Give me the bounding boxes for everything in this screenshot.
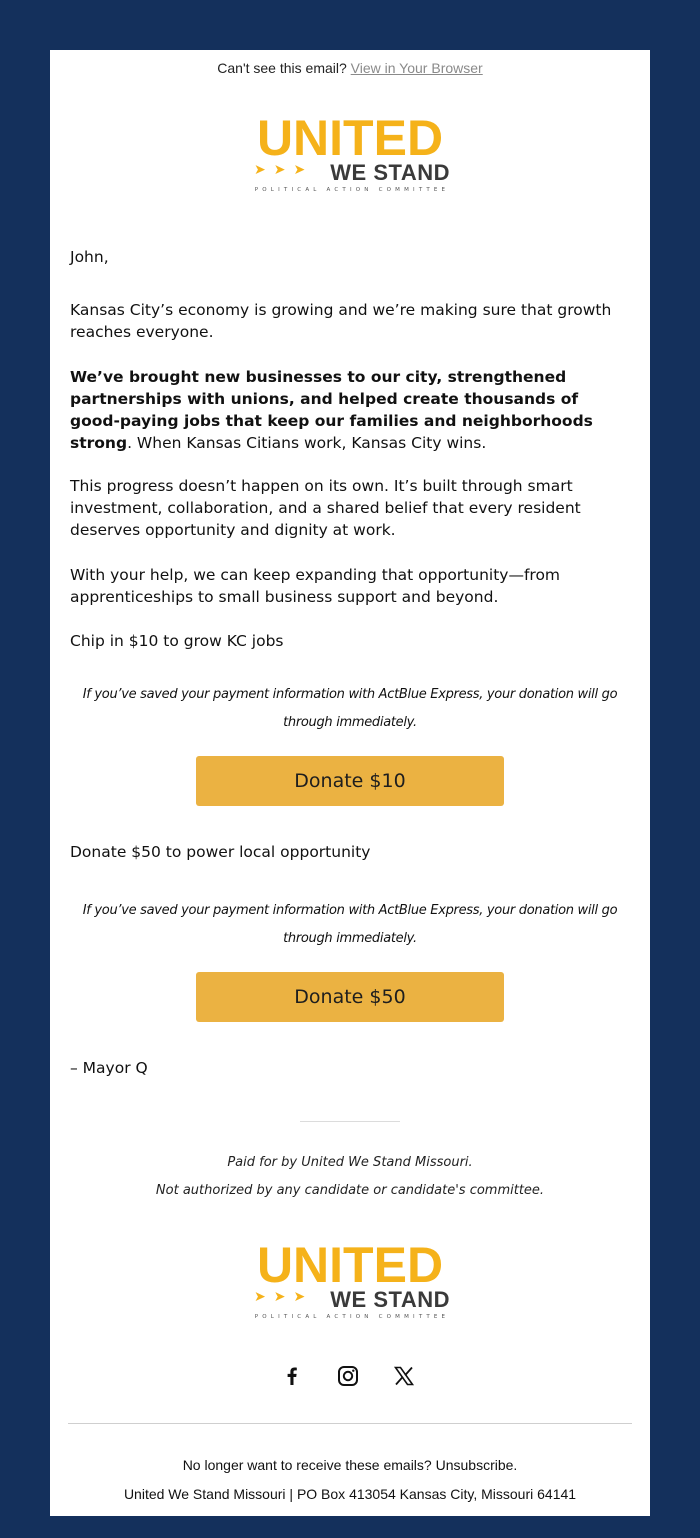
donate-50-button[interactable]: Donate $50: [196, 972, 504, 1022]
ask-50: Donate $50 to power local opportunity: [70, 843, 371, 861]
paragraph-2: [70, 366, 630, 454]
greeting: John,: [70, 248, 109, 266]
logo-united-text: UNITED: [256, 110, 444, 166]
paragraph-2-rest: . When Kansas Citians work, Kansas City wins.: [127, 434, 487, 452]
address-text: United We Stand Missouri | PO Box 413054 Kansas City, Missouri 64141: [123, 1486, 577, 1502]
unsubscribe-text[interactable]: No longer want to receive these emails? Unsubscribe.: [182, 1457, 518, 1473]
paragraph-4: With your help, we can keep expanding that opportunity—from apprenticeships to small business support and beyond.: [70, 566, 561, 606]
donate-10-button[interactable]: Donate $10: [196, 756, 504, 806]
preheader: [50, 60, 650, 76]
logo-pac-text: POLITICAL ACTION COMMITTEE: [254, 187, 450, 193]
divider-long: [68, 1423, 632, 1424]
divider-short: [300, 1121, 400, 1122]
logo-pac-text: POLITICAL ACTION COMMITTEE: [254, 1314, 450, 1320]
paragraph-3: This progress doesn’t happen on its own. It’s built through smart investment, collaboration, and a shared belief that every resident deserves opportunity and dignity at work.: [70, 477, 581, 539]
email-card: [50, 50, 650, 1516]
footer-logo[interactable]: [250, 1237, 450, 1329]
instagram-icon[interactable]: [336, 1364, 360, 1388]
logo-arrows-icon: ➤➤➤: [254, 162, 314, 178]
logo-we-stand-text: WE STAND: [330, 160, 450, 185]
paid-for-text: Paid for by United We Stand Missouri.: [227, 1155, 473, 1170]
logo-we-stand-text: WE STAND: [330, 1287, 450, 1312]
logo-arrows-icon: ➤➤➤: [254, 1289, 314, 1305]
view-in-browser-link[interactable]: View in Your Browser: [350, 60, 483, 76]
x-icon[interactable]: [392, 1364, 416, 1388]
signature: – Mayor Q: [70, 1059, 148, 1077]
ask-10: Chip in $10 to grow KC jobs: [70, 632, 284, 650]
paragraph-1: Kansas City’s economy is growing and we’re making sure that growth reaches everyone.: [70, 301, 612, 341]
actblue-disclaimer-1: If you’ve saved your payment information with ActBlue Express, your donation will go through immediately.: [82, 687, 618, 730]
facebook-icon[interactable]: [280, 1364, 304, 1388]
actblue-disclaimer-2: If you’ve saved your payment information with ActBlue Express, your donation will go through immediately.: [82, 903, 618, 946]
paragraph-2-bold: We’ve brought new businesses to our city, strengthened partnerships with unions, and helped create thousands of good-paying jobs that keep our families and neighborhoods strong: [70, 368, 593, 452]
preheader-text: Can't see this email?: [217, 60, 347, 76]
header-logo[interactable]: [250, 110, 450, 202]
not-authorized-text: Not authorized by any candidate or candidate's committee.: [155, 1183, 545, 1198]
logo-united-text: UNITED: [256, 1237, 444, 1293]
